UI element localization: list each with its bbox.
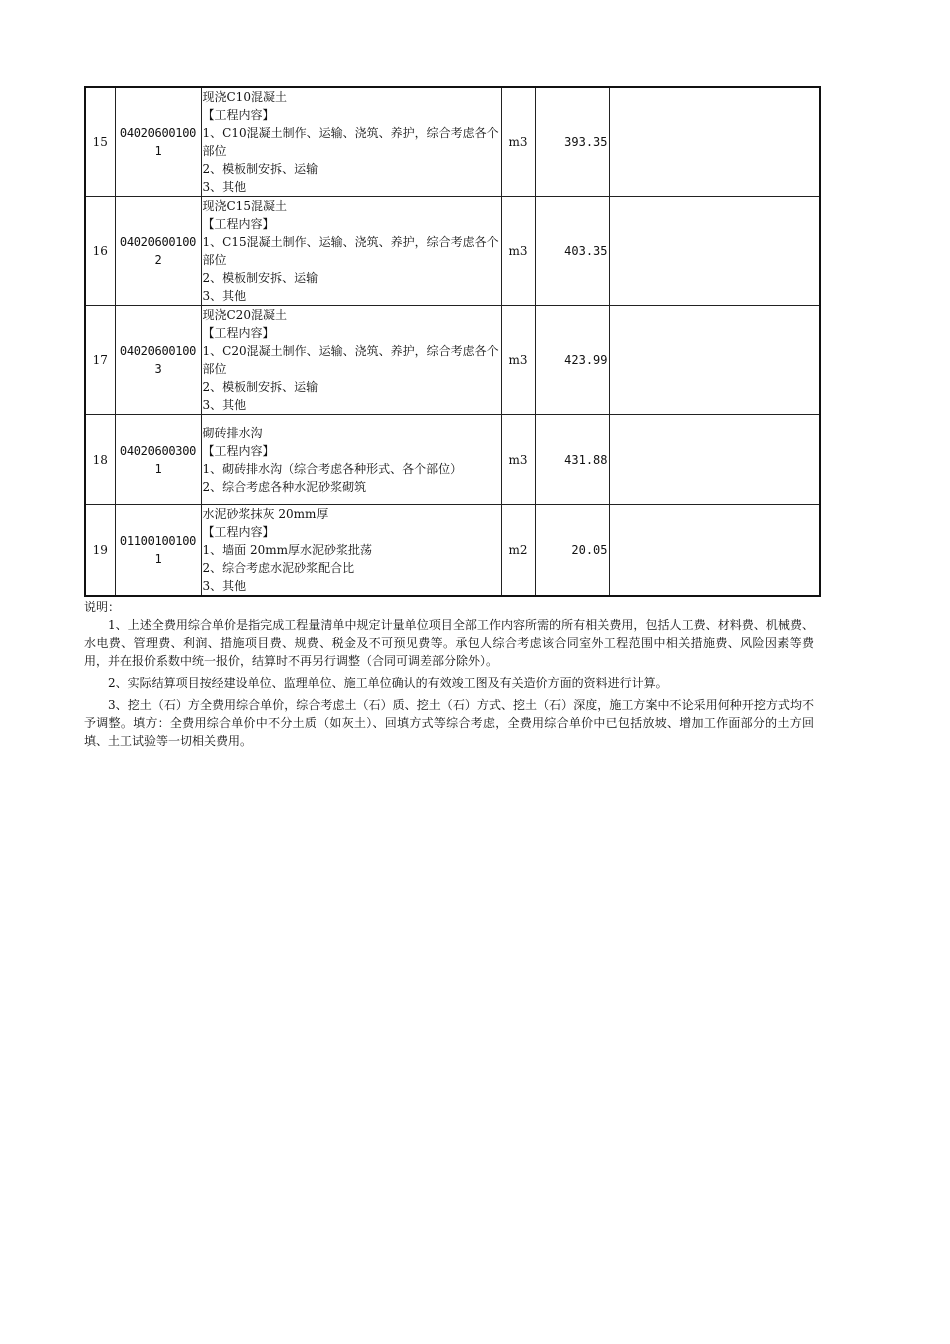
description-line: 1、C10混凝土制作、运输、浇筑、养护，综合考虑各个部位 <box>202 126 499 158</box>
table-row <box>85 415 820 505</box>
item-unit: m3 <box>501 306 535 415</box>
description-line: 1、墙面 20mm厚水泥砂浆批荡 <box>202 543 372 557</box>
description-line: 现浇C10混凝土 <box>202 90 287 104</box>
item-description <box>201 306 501 415</box>
item-unit: m2 <box>501 505 535 597</box>
item-unit: m3 <box>501 415 535 505</box>
item-description <box>201 87 501 197</box>
boq-sheet <box>84 86 821 597</box>
description-line: 1、C15混凝土制作、运输、浇筑、养护，综合考虑各个部位 <box>202 235 499 267</box>
bill-of-quantities-table <box>84 86 821 597</box>
description-line: 现浇C20混凝土 <box>202 308 287 322</box>
note-item: 3、挖土（石）方全费用综合单价，综合考虑土（石）质、挖土（石）方式、挖土（石）深度，施工方案中不论采用何种开挖方式均不予调整。填方：全费用综合单价中不分土质（如灰土）、回填方式等综合考虑，全费用综合单价中已包括放坡、增加工作面部分的土方回填、土工试验等一切相关费用。 <box>84 698 814 748</box>
description-line: 【工程内容】 <box>202 108 275 122</box>
item-description <box>201 197 501 306</box>
item-quantity: 423.99 <box>535 306 609 415</box>
description-line: 1、砌砖排水沟（综合考虑各种形式、各个部位） <box>202 461 463 476</box>
item-number: 18 <box>85 415 115 505</box>
note-item: 1、上述全费用综合单价是指完成工程量清单中规定计量单位项目全部工作内容所需的所有相关费用，包括人工费、材料费、机械费、水电费、管理费、利润、措施项目费、规费、税金及不可预见费等。承包人综合考虑该合同室外工程范围中相关措施费、风险因素等费用，并在报价系数中统一报价，结算时不再另行调整（合同可调差部分除外）。 <box>84 618 814 668</box>
description-line: 2、综合考虑各种水泥砂浆砌筑 <box>202 479 367 494</box>
item-quantity: 403.35 <box>535 197 609 306</box>
notes-section <box>84 598 814 750</box>
description-line: 3、其他 <box>202 180 247 194</box>
item-unit: m3 <box>501 197 535 306</box>
description-line: 水泥砂浆抹灰 20mm厚 <box>202 507 329 521</box>
description-line: 2、综合考虑水泥砂浆配合比 <box>202 561 355 575</box>
item-remark <box>609 306 820 415</box>
table-row <box>85 505 820 597</box>
description-line: 3、其他 <box>202 289 247 303</box>
description-line: 2、模板制安拆、运输 <box>202 380 319 394</box>
item-code: 040206001003 <box>115 306 201 415</box>
description-line: 【工程内容】 <box>202 217 275 231</box>
item-remark <box>609 87 820 197</box>
item-description <box>201 505 501 597</box>
item-number: 16 <box>85 197 115 306</box>
description-line: 【工程内容】 <box>202 326 275 340</box>
item-code: 011001001001 <box>115 505 201 597</box>
item-quantity: 431.88 <box>535 415 609 505</box>
item-number: 17 <box>85 306 115 415</box>
item-unit: m3 <box>501 87 535 197</box>
table-row <box>85 306 820 415</box>
item-code: 040206001002 <box>115 197 201 306</box>
description-line: 1、C20混凝土制作、运输、浇筑、养护，综合考虑各个部位 <box>202 344 499 376</box>
description-line: 3、其他 <box>202 579 247 593</box>
description-line: 2、模板制安拆、运输 <box>202 271 319 285</box>
note-item: 2、实际结算项目按经建设单位、监理单位、施工单位确认的有效竣工图及有关造价方面的资料进行计算。 <box>108 676 668 690</box>
item-quantity: 20.05 <box>535 505 609 597</box>
description-line: 【工程内容】 <box>202 443 275 458</box>
table-row <box>85 87 820 197</box>
item-code: 040206003001 <box>115 415 201 505</box>
description-line: 3、其他 <box>202 398 247 412</box>
item-number: 19 <box>85 505 115 597</box>
item-remark <box>609 197 820 306</box>
description-line: 现浇C15混凝土 <box>202 199 287 213</box>
item-quantity: 393.35 <box>535 87 609 197</box>
description-line: 【工程内容】 <box>202 525 275 539</box>
item-number: 15 <box>85 87 115 197</box>
notes-heading: 说明： <box>84 600 121 614</box>
table-row <box>85 197 820 306</box>
description-line: 2、模板制安拆、运输 <box>202 162 319 176</box>
item-description <box>201 415 501 505</box>
item-code: 040206001001 <box>115 87 201 197</box>
description-line: 砌砖排水沟 <box>202 425 263 440</box>
item-remark <box>609 505 820 597</box>
item-remark <box>609 415 820 505</box>
